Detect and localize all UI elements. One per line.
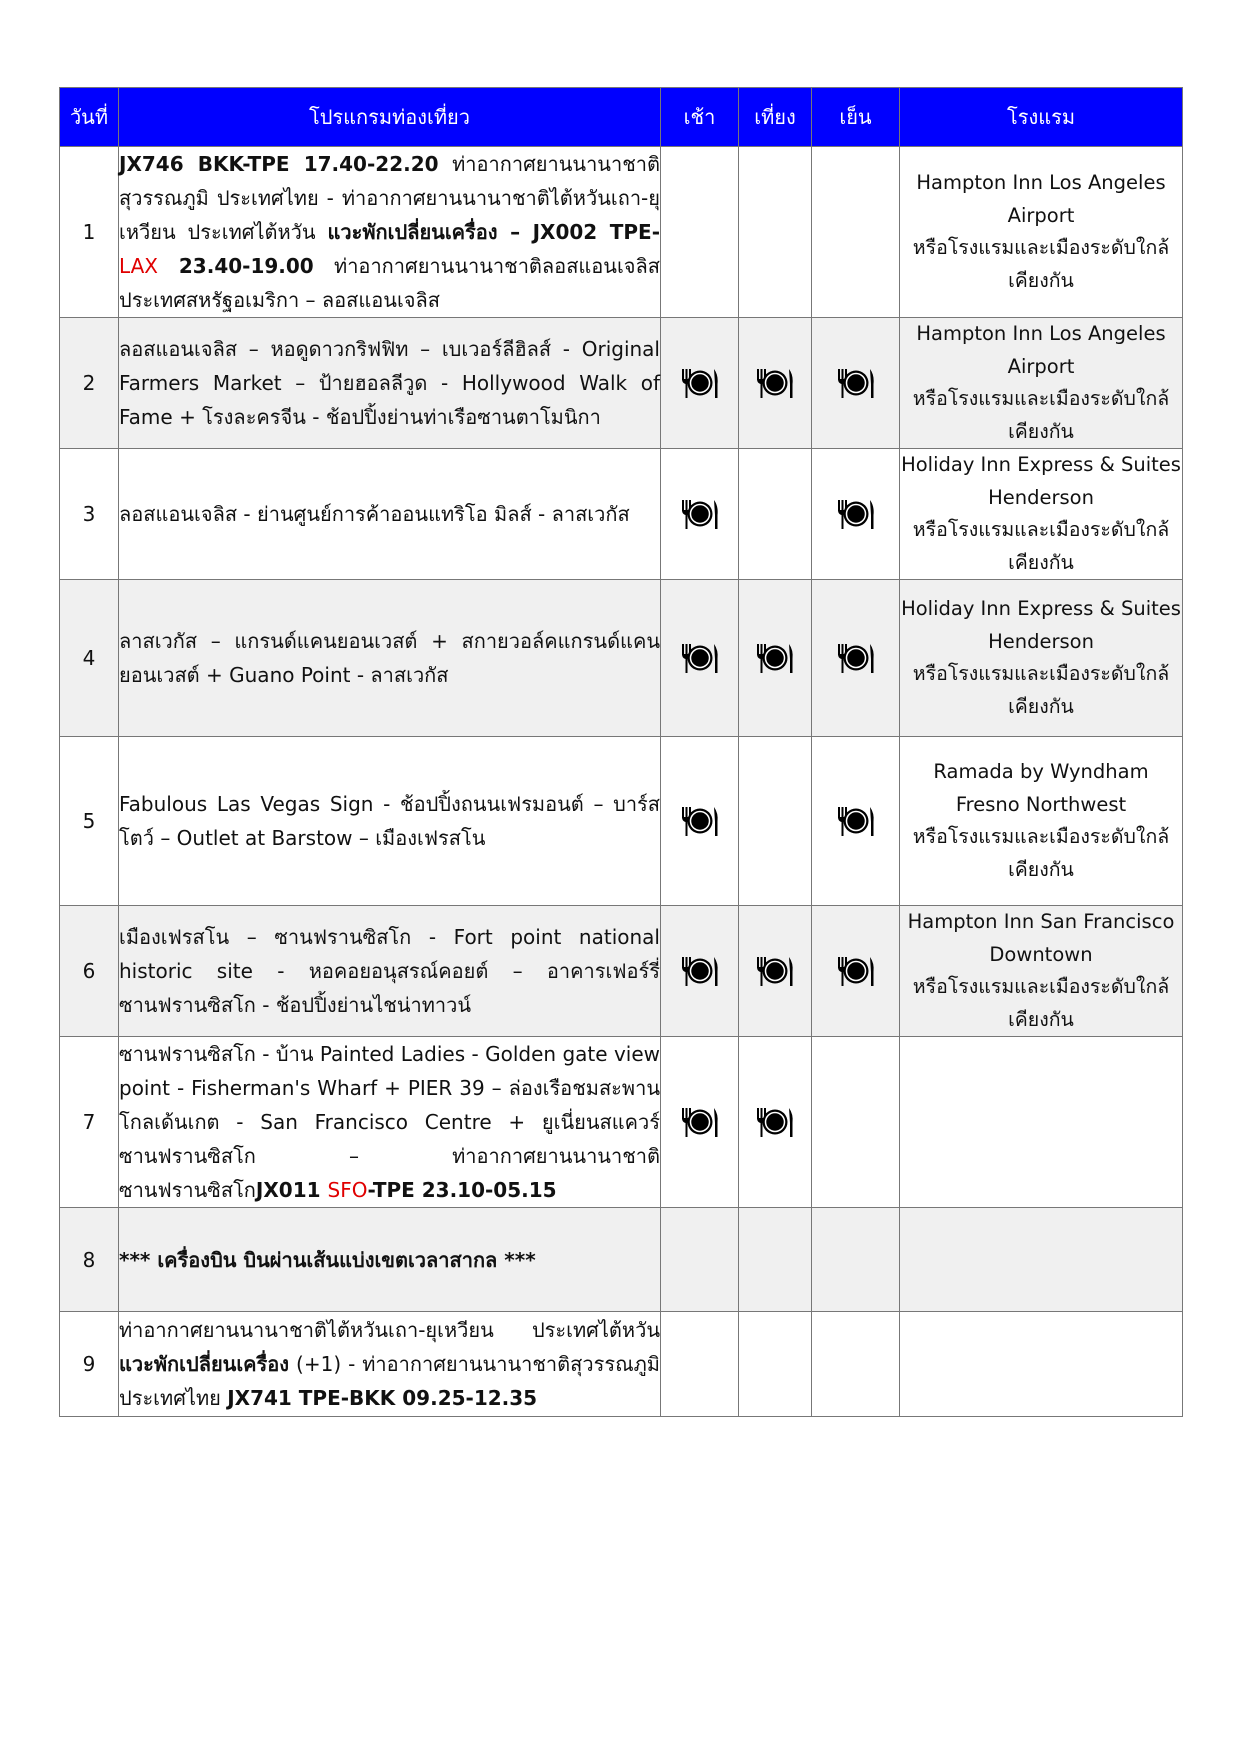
hotel-cell [900, 906, 1183, 1037]
itinerary-table [59, 87, 1183, 1417]
meal-cell-lunch [739, 580, 812, 737]
hotel-alternative-note: หรือโรงแรมและเมืองระดับใกล้เคียงกัน [912, 825, 1170, 881]
table-row [60, 1312, 1183, 1417]
hotel-cell [900, 1208, 1183, 1312]
program-text: *** เครื่องบิน บินผ่านเส้นแบ่งเขตเวลาสากล *** [119, 1247, 536, 1272]
program-description [119, 906, 661, 1037]
plate-fork-knife-icon [754, 365, 796, 401]
hotel-alternative-note: หรือโรงแรมและเมืองระดับใกล้เคียงกัน [912, 662, 1170, 718]
day-number: 5 [60, 737, 119, 906]
header-hotel: โรงแรม [900, 88, 1183, 147]
meal-cell-breakfast [661, 580, 739, 737]
hotel-alternative-note: หรือโรงแรมและเมืองระดับใกล้เคียงกัน [912, 236, 1170, 292]
meal-cell-breakfast [661, 1037, 739, 1208]
program-description [119, 318, 661, 449]
program-text: -TPE 23.10-05.15 [367, 1178, 557, 1202]
meal-cell-breakfast [661, 318, 739, 449]
table-row [60, 1037, 1183, 1208]
program-text: (+1) - ท่าอากาศยานนานาชาติสุวรรณภูมิ ประเทศไทย [119, 1352, 660, 1410]
meal-cell-dinner [812, 147, 900, 318]
program-text: 23.40-19.00 [157, 254, 314, 278]
plate-fork-knife-icon [679, 1104, 721, 1140]
hotel-name: Holiday Inn Express & Suites Henderson [901, 597, 1181, 653]
table-row [60, 449, 1183, 580]
program-text: ลอสแอนเจลิส - ย่านศูนย์การค้าออนแทริโอ มิลส์ - ลาสเวกัส [119, 502, 630, 526]
meal-cell-dinner [812, 318, 900, 449]
day-number: 8 [60, 1208, 119, 1312]
hotel-cell [900, 1037, 1183, 1208]
hotel-name: Holiday Inn Express & Suites Henderson [901, 453, 1181, 509]
airport-code-highlight: SFO [327, 1178, 368, 1202]
meal-cell-breakfast [661, 449, 739, 580]
program-text: JX746 BKK-TPE 17.40-22.20 [119, 152, 439, 176]
meal-cell-dinner [812, 1312, 900, 1417]
meal-cell-dinner [812, 1208, 900, 1312]
hotel-cell [900, 147, 1183, 318]
header-breakfast: เช้า [661, 88, 739, 147]
hotel-name: Hampton Inn Los Angeles Airport [916, 322, 1166, 378]
program-description [119, 737, 661, 906]
program-description [119, 1037, 661, 1208]
plate-fork-knife-icon [679, 640, 721, 676]
plate-fork-knife-icon [679, 365, 721, 401]
table-row [60, 1208, 1183, 1312]
meal-cell-lunch [739, 147, 812, 318]
program-text: JX011 [255, 1178, 328, 1202]
meal-cell-lunch [739, 737, 812, 906]
meal-cell-lunch [739, 1208, 812, 1312]
day-number: 3 [60, 449, 119, 580]
program-text: ซานฟรานซิสโก - บ้าน Painted Ladies - Golden gate view point - Fisherman's Wharf + PIER 39 – ล่องเรือชมสะพานโกลเด้นเกต - San Francisco Centre + ยูเนี่ยนสแควร์ซานฟรานซิสโก – ท่าอากาศยานนานาชาติซานฟรานซิสโก [119, 1042, 660, 1202]
plate-fork-knife-icon [679, 803, 721, 839]
meal-cell-breakfast [661, 737, 739, 906]
table-row [60, 147, 1183, 318]
table-row [60, 906, 1183, 1037]
hotel-cell [900, 737, 1183, 906]
plate-fork-knife-icon [754, 1104, 796, 1140]
day-number: 1 [60, 147, 119, 318]
hotel-cell [900, 1312, 1183, 1417]
program-description [119, 1312, 661, 1417]
program-text: แวะพักเปลี่ยนเครื่อง – JX002 TPE- [327, 220, 660, 244]
header-dinner: เย็น [812, 88, 900, 147]
day-number: 6 [60, 906, 119, 1037]
header-day: วันที่ [60, 88, 119, 147]
meal-cell-lunch [739, 1037, 812, 1208]
hotel-name: Hampton Inn San Francisco Downtown [907, 910, 1175, 966]
program-description [119, 147, 661, 318]
plate-fork-knife-icon [835, 953, 877, 989]
table-header-row [60, 88, 1183, 147]
table-row [60, 318, 1183, 449]
program-description [119, 449, 661, 580]
program-text: ท่าอากาศยานนานาชาติไต้หวันเถา-ยุเหวียน ประเทศไต้หวัน [119, 1318, 660, 1342]
meal-cell-breakfast [661, 1208, 739, 1312]
meal-cell-breakfast [661, 906, 739, 1037]
plate-fork-knife-icon [835, 803, 877, 839]
plate-fork-knife-icon [754, 953, 796, 989]
program-text: Fabulous Las Vegas Sign - ช้อปปิ้งถนนเฟรมอนต์ – บาร์สโตว์ – Outlet at Barstow – เมืองเฟรสโน [119, 792, 660, 850]
plate-fork-knife-icon [835, 365, 877, 401]
table-row [60, 580, 1183, 737]
hotel-cell [900, 318, 1183, 449]
meal-cell-lunch [739, 906, 812, 1037]
meal-cell-breakfast [661, 147, 739, 318]
plate-fork-knife-icon [679, 953, 721, 989]
meal-cell-lunch [739, 318, 812, 449]
airport-code-highlight: LAX [119, 254, 158, 278]
plate-fork-knife-icon [835, 640, 877, 676]
meal-cell-dinner [812, 1037, 900, 1208]
plate-fork-knife-icon [679, 496, 721, 532]
plate-fork-knife-icon [835, 496, 877, 532]
plate-fork-knife-icon [754, 640, 796, 676]
day-number: 9 [60, 1312, 119, 1417]
program-description [119, 1208, 661, 1312]
meal-cell-dinner [812, 449, 900, 580]
meal-cell-dinner [812, 906, 900, 1037]
day-number: 4 [60, 580, 119, 737]
hotel-alternative-note: หรือโรงแรมและเมืองระดับใกล้เคียงกัน [912, 975, 1170, 1031]
header-lunch: เที่ยง [739, 88, 812, 147]
program-text: ท่าอากาศยานนานาชาติลอสแอนเจลิส ประเทศสหรัฐอเมริกา – ลอสแอนเจลิส [119, 254, 660, 312]
meal-cell-dinner [812, 737, 900, 906]
day-number: 2 [60, 318, 119, 449]
meal-cell-lunch [739, 449, 812, 580]
program-text: เมืองเฟรสโน – ซานฟรานซิสโก - Fort point national historic site - หอคอยอนุสรณ์คอยต์ – อาคารเฟอร์รี่ซานฟรานซิสโก - ช้อปปิ้งย่านไชน่าทาวน์ [119, 925, 660, 1017]
hotel-name: Ramada by Wyndham Fresno Northwest [933, 760, 1149, 816]
program-description [119, 580, 661, 737]
hotel-alternative-note: หรือโรงแรมและเมืองระดับใกล้เคียงกัน [912, 387, 1170, 443]
meal-cell-breakfast [661, 1312, 739, 1417]
header-program: โปรแกรมท่องเที่ยว [119, 88, 661, 147]
table-row [60, 737, 1183, 906]
program-text: ท่าอากาศยานนานาชาติสุวรรณภูมิ ประเทศไทย - ท่าอากาศยานนานาชาติไต้หวันเถา-ยุเหวียน ประเทศไต้หวัน [119, 152, 660, 244]
hotel-name: Hampton Inn Los Angeles Airport [916, 171, 1166, 227]
program-text: ลอสแอนเจลิส – หอดูดาวกริฟฟิท – เบเวอร์ลีฮิลส์ - Original Farmers Market – ป้ายฮอลลีวูด - Hollywood Walk of Fame + โรงละครจีน - ช้อปปิ้งย่านท่าเรือซานตาโมนิกา [119, 337, 660, 429]
hotel-alternative-note: หรือโรงแรมและเมืองระดับใกล้เคียงกัน [912, 518, 1170, 574]
program-text: ลาสเวกัส – แกรนด์แคนยอนเวสต์ + สกายวอล์คแกรนด์แคนยอนเวสต์ + Guano Point - ลาสเวกัส [119, 629, 660, 687]
meal-cell-lunch [739, 1312, 812, 1417]
program-text: แวะพักเปลี่ยนเครื่อง [119, 1352, 290, 1376]
day-number: 7 [60, 1037, 119, 1208]
meal-cell-dinner [812, 580, 900, 737]
hotel-cell [900, 449, 1183, 580]
program-text: JX741 TPE-BKK 09.25-12.35 [227, 1386, 538, 1410]
hotel-cell [900, 580, 1183, 737]
